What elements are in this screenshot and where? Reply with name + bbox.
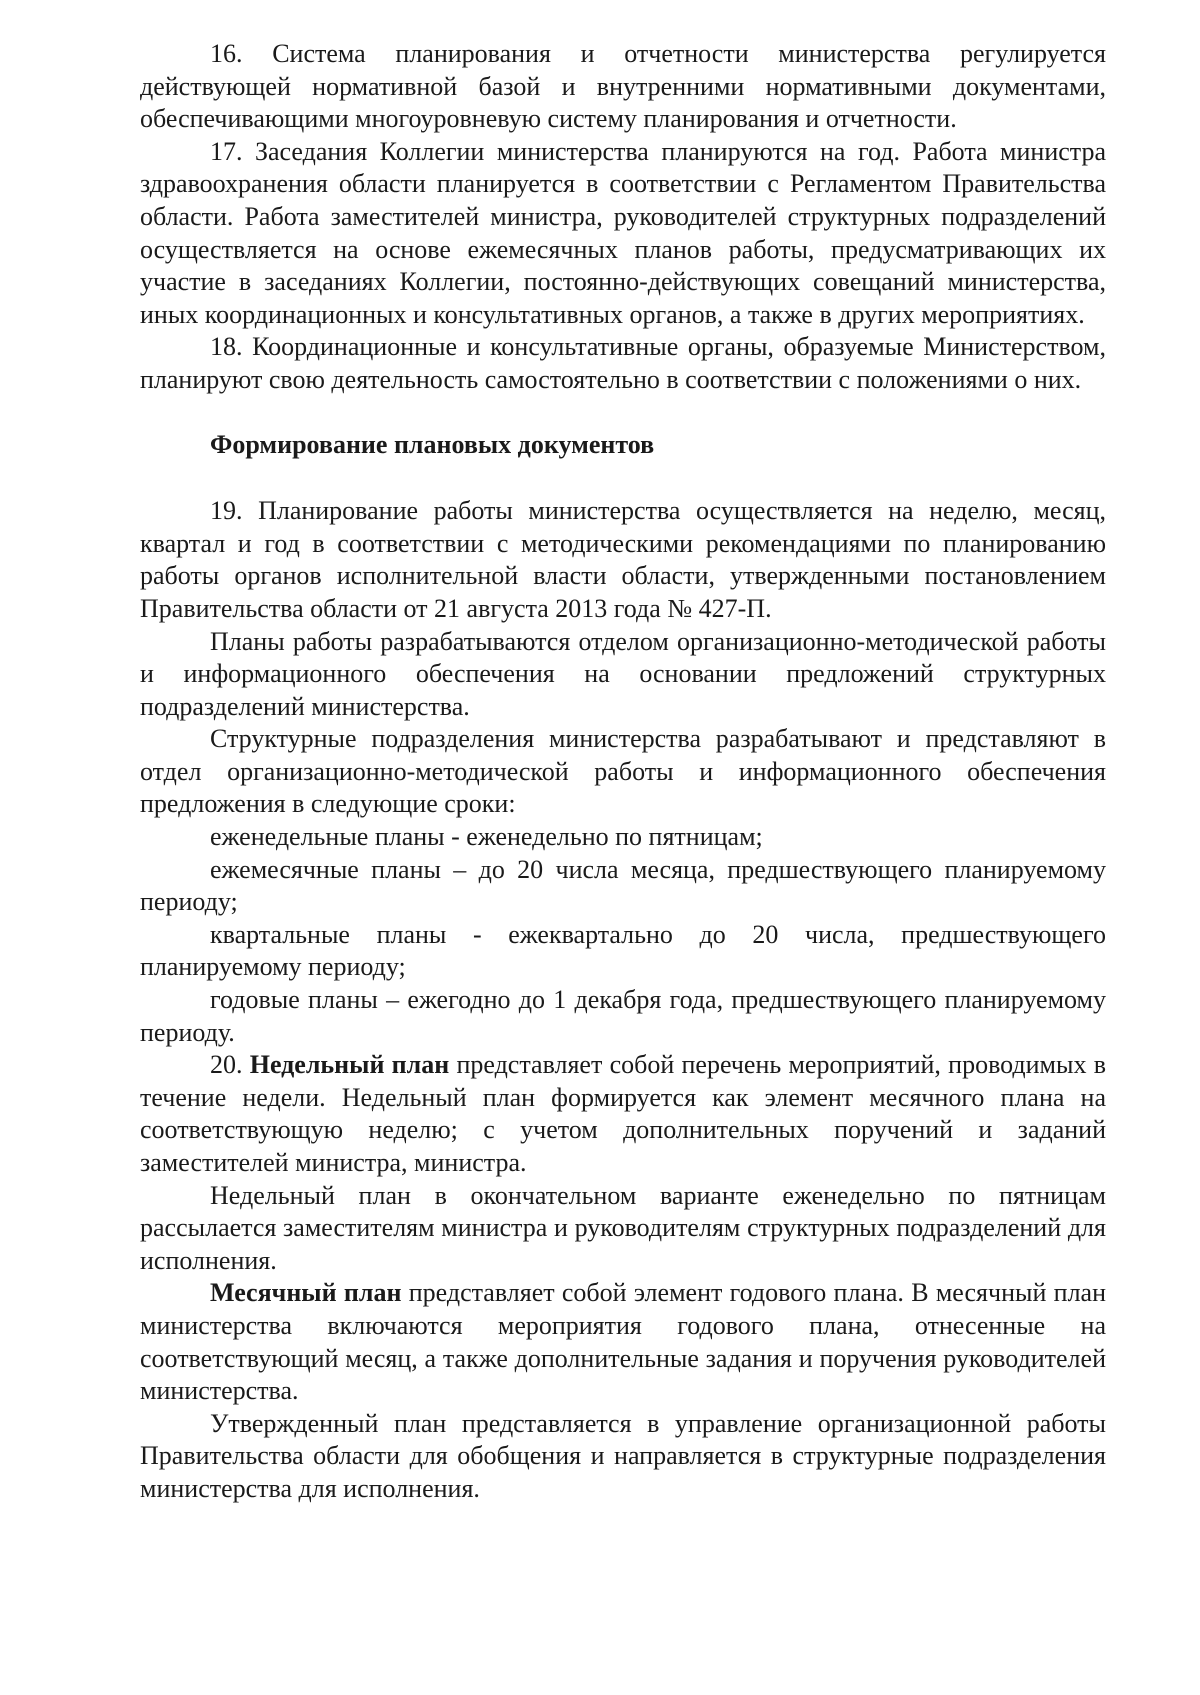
paragraph-monthly-text: представляет собой элемент годового плана. В месячный план министерства включаются мероприятия годового плана, отнесенные на соответствующий месяц, а также дополнительные задания и поручения руководителей министерства. [140, 1278, 1107, 1406]
paragraph-20-number: 20. [210, 1050, 243, 1080]
paragraph-20 [140, 1049, 1106, 1179]
paragraph-16: 16. Система планирования и отчетности министерства регулируется действующей нормативной базой и внутренними нормативными документами, обеспечивающими многоуровневую систему планирования и отчетности. [140, 39, 1106, 134]
document-body [140, 38, 1106, 1506]
paragraph-20-text: представляет собой перечень мероприятий, проводимых в течение недели. Недельный план формируется как элемент месячного плана на соответствующую неделю; с учетом дополнительных поручений и заданий заместителей министра, министра. [140, 1050, 1106, 1177]
paragraph-weekly-final: Недельный план в окончательном варианте еженедельно по пятницам рассылается заместителям министра и руководителям структурных подразделений для исполнения. [140, 1180, 1106, 1275]
monthly-plan-term: Месячный план [210, 1278, 402, 1308]
deadline-annual: годовые планы – ежегодно до 1 декабря года, предшествующего планируемому периоду. [140, 985, 1106, 1047]
paragraph-17: 17. Заседания Коллегии министерства планируются на год. Работа министра здравоохранения области планируется в соответствии с Регламентом Правительства области. Работа заместителей министра, руководителей структурных подразделений осуществляется на основе ежемесячных планов работы, предусматривающих их участие в заседаниях Коллегии, постоянно-действующих совещаний министерства, иных координационных и консультативных органов, а также в других мероприятиях. [140, 136, 1106, 329]
paragraph-19: 19. Планирование работы министерства осуществляется на неделю, месяц, квартал и год в соответствии с методическими рекомендациями по планированию работы органов исполнительной власти области, утвержденными постановлением Правительства области от 21 августа 2013 года № 427-П. [140, 496, 1106, 623]
deadline-monthly: ежемесячные планы – до 20 числа месяца, предшествующего планируемому периоду; [140, 854, 1106, 917]
spacer [140, 461, 1106, 495]
deadline-weekly: еженедельные планы - еженедельно по пятницам; [210, 822, 763, 852]
paragraph-approved-plan: Утвержденный план представляется в управление организационной работы Правительства области для обобщения и направляется в структурные подразделения министерства для исполнения. [140, 1408, 1106, 1503]
weekly-plan-term: Недельный план [249, 1050, 450, 1080]
deadline-quarterly: квартальные планы - ежеквартально до 20 числа, предшествующего планируемому периоду; [140, 919, 1106, 982]
paragraph-monthly-plan [140, 1277, 1106, 1407]
spacer [140, 397, 1106, 429]
paragraph-structural-units: Структурные подразделения министерства разрабатывают и представляют в отдел организационно-методической работы и информационного обеспечения предложения в следующие сроки: [140, 724, 1106, 819]
section-heading: Формирование плановых документов [210, 429, 655, 459]
paragraph-plans-development: Планы работы разрабатываются отделом организационно-методической работы и информационного обеспечения на основании предложений структурных подразделений министерства. [140, 626, 1106, 721]
paragraph-18: 18. Координационные и консультативные органы, образуемые Министерством, планируют свою деятельность самостоятельно в соответствии с положениями о них. [140, 332, 1106, 394]
